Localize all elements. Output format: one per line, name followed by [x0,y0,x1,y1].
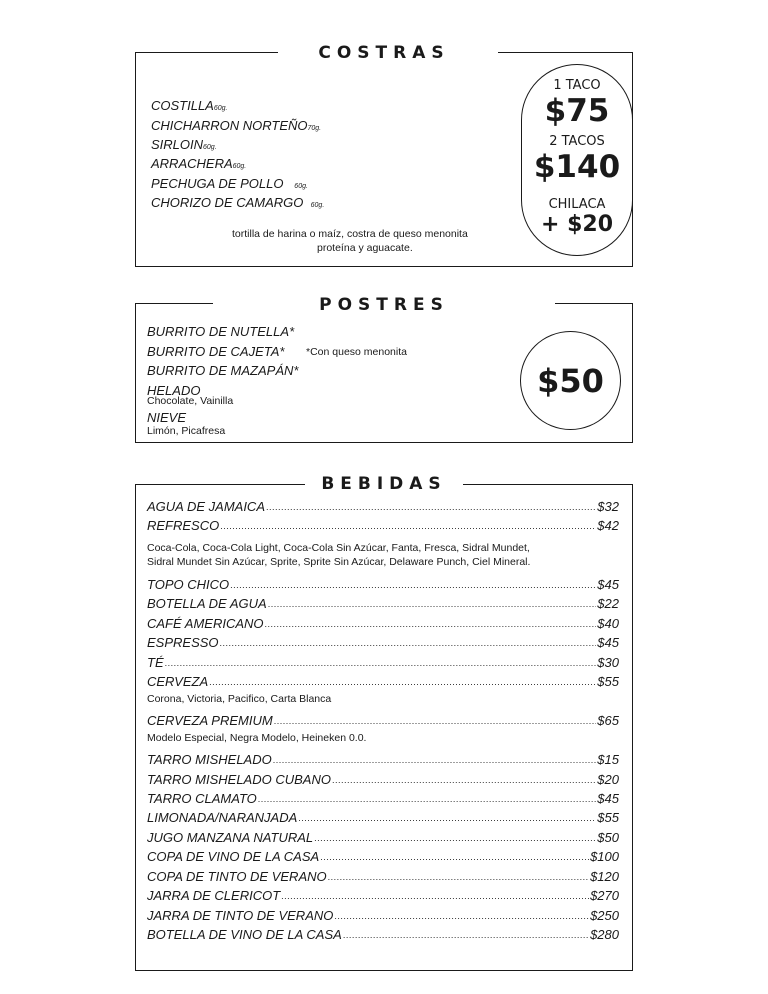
drink-row [147,791,619,806]
dot-leader [209,674,596,689]
drink-row [147,713,619,728]
drink-row [147,908,619,923]
drink-price: $250 [590,908,619,923]
drink-name: JARRA DE TINTO DE VERANO [147,908,334,923]
drink-row [147,596,619,611]
drink-price: $50 [597,830,619,845]
drink-name: CERVEZA [147,674,209,689]
drink-price: $20 [597,772,619,787]
dot-leader [332,772,596,787]
drink-row [147,772,619,787]
drink-price: $120 [590,869,619,884]
drink-price: $55 [597,674,619,689]
drink-name: COPA DE TINTO DE VERANO [147,869,327,884]
drink-name: TARRO CLAMATO [147,791,257,806]
dot-leader [298,810,596,825]
item-name: SIRLOIN [151,137,204,152]
drink-name: ESPRESSO [147,635,219,650]
two-tacos-price: $140 [533,149,621,185]
drink-name: CERVEZA PREMIUM [147,713,273,728]
drink-price: $65 [597,713,619,728]
drink-name: TARRO MISHELADO CUBANO [147,772,331,787]
dot-leader [258,791,597,806]
drink-row [147,869,619,884]
drink-name: REFRESCO [147,518,220,533]
costras-item-costilla [151,98,227,113]
drink-price: $100 [590,849,619,864]
drink-name: LIMONADA/NARANJADA [147,810,298,825]
drink-price: $280 [590,927,619,942]
drink-price: $270 [590,888,619,903]
chilaca-price: + $20 [540,212,613,237]
dot-leader [273,752,597,767]
cerveza-options: Corona, Victoria, Pacifico, Carta Blanca [147,693,332,705]
drink-price: $45 [597,791,619,806]
chilaca-label: CHILACA [548,197,606,212]
drink-row [147,577,619,592]
postres-title: POSTRES [319,295,449,315]
costras-item-pechuga [151,176,308,191]
drink-name: JUGO MANZANA NATURAL [147,830,314,845]
postres-note: *Con queso menonita [306,346,407,358]
bebidas-title: BEBIDAS [321,474,447,494]
one-taco-label: 1 TACO [553,78,601,93]
drink-row [147,849,619,864]
costras-item-arrachera [151,156,246,171]
drink-name: TARRO MISHELADO [147,752,272,767]
drink-name: TOPO CHICO [147,577,230,592]
drink-row [147,888,619,903]
dot-leader [268,596,597,611]
dot-leader [265,616,597,631]
drink-price: $15 [597,752,619,767]
dot-leader [266,499,596,514]
drink-row [147,752,619,767]
drink-name: BOTELLA DE VINO DE LA CASA [147,927,342,942]
costras-description-line1: tortilla de harina o maíz, costra de queso menonita [232,228,468,240]
refresco-options-line2: Sidral Mundet Sin Azúcar, Sprite, Sprite Sin Azúcar, Delaware Punch, Ciel Mineral. [147,556,531,568]
item-name: ARRACHERA [151,156,233,171]
postres-price-circle [520,331,621,430]
drink-price: $30 [597,655,619,670]
costras-title: COSTRAS [318,43,450,63]
postres-price: $50 [537,361,604,400]
item-name: CHICHARRON NORTEÑO [151,118,308,133]
drink-row [147,518,619,533]
costras-price-pill [521,64,633,256]
postres-item-nieve: NIEVE [147,410,187,425]
drink-name: BOTELLA DE AGUA [147,596,267,611]
dot-leader [165,655,597,670]
dot-leader [220,635,597,650]
drink-name: AGUA DE JAMAICA [147,499,265,514]
costras-item-chicharron [151,118,321,133]
dot-leader [281,888,589,903]
costras-description-line2: proteína y aguacate. [317,242,413,254]
item-grams: 60g. [294,183,308,190]
drink-price: $45 [597,577,619,592]
postres-item-cajeta: BURRITO DE CAJETA* [147,344,285,359]
drink-price: $22 [597,596,619,611]
drink-name: TÉ [147,655,164,670]
drink-row [147,499,619,514]
item-grams: 60g. [310,202,325,209]
costras-item-sirloin [151,137,217,152]
dot-leader [220,518,596,533]
cerveza-premium-options: Modelo Especial, Negra Modelo, Heineken 0.0. [147,732,367,744]
dot-leader [314,830,596,845]
item-name: COSTILLA [151,98,214,113]
item-name: CHORIZO DE CAMARGO [151,195,304,210]
postres-helado-flavors: Chocolate, Vainilla [147,395,234,407]
drink-row [147,810,619,825]
two-tacos-label: 2 TACOS [549,134,605,149]
drink-row [147,635,619,650]
postres-nieve-flavors: Limón, Picafresa [147,425,226,437]
drink-price: $42 [597,518,619,533]
drink-row [147,616,619,631]
refresco-options-line1: Coca-Cola, Coca-Cola Light, Coca-Cola Sin Azúcar, Fanta, Fresca, Sidral Mundet, [147,542,530,554]
dot-leader [334,908,589,923]
one-taco-price: $75 [544,93,610,129]
item-grams: 70g. [307,125,322,132]
drink-price: $45 [597,635,619,650]
dot-leader [320,849,589,864]
costras-item-chorizo [151,195,324,210]
drink-row [147,655,619,670]
drink-row [147,830,619,845]
postres-item-nutella: BURRITO DE NUTELLA* [147,324,295,339]
drink-price: $55 [597,810,619,825]
drink-name: JARRA DE CLERICOT [147,888,281,903]
dot-leader [328,869,589,884]
item-grams: 60g. [203,144,217,151]
item-grams: 60g. [213,105,228,112]
drink-row [147,927,619,942]
item-name: PECHUGA DE POLLO [151,176,284,191]
drink-price: $32 [597,499,619,514]
drink-price: $40 [597,616,619,631]
dot-leader [343,927,589,942]
drink-row [147,674,619,689]
item-grams: 60g. [232,163,247,170]
drink-name: COPA DE VINO DE LA CASA [147,849,320,864]
postres-item-mazapan: BURRITO DE MAZAPÁN* [147,363,299,378]
postres-item-helado: HELADO [147,383,201,398]
drink-name: CAFÉ AMERICANO [147,616,264,631]
dot-leader [230,577,596,592]
dot-leader [274,713,597,728]
